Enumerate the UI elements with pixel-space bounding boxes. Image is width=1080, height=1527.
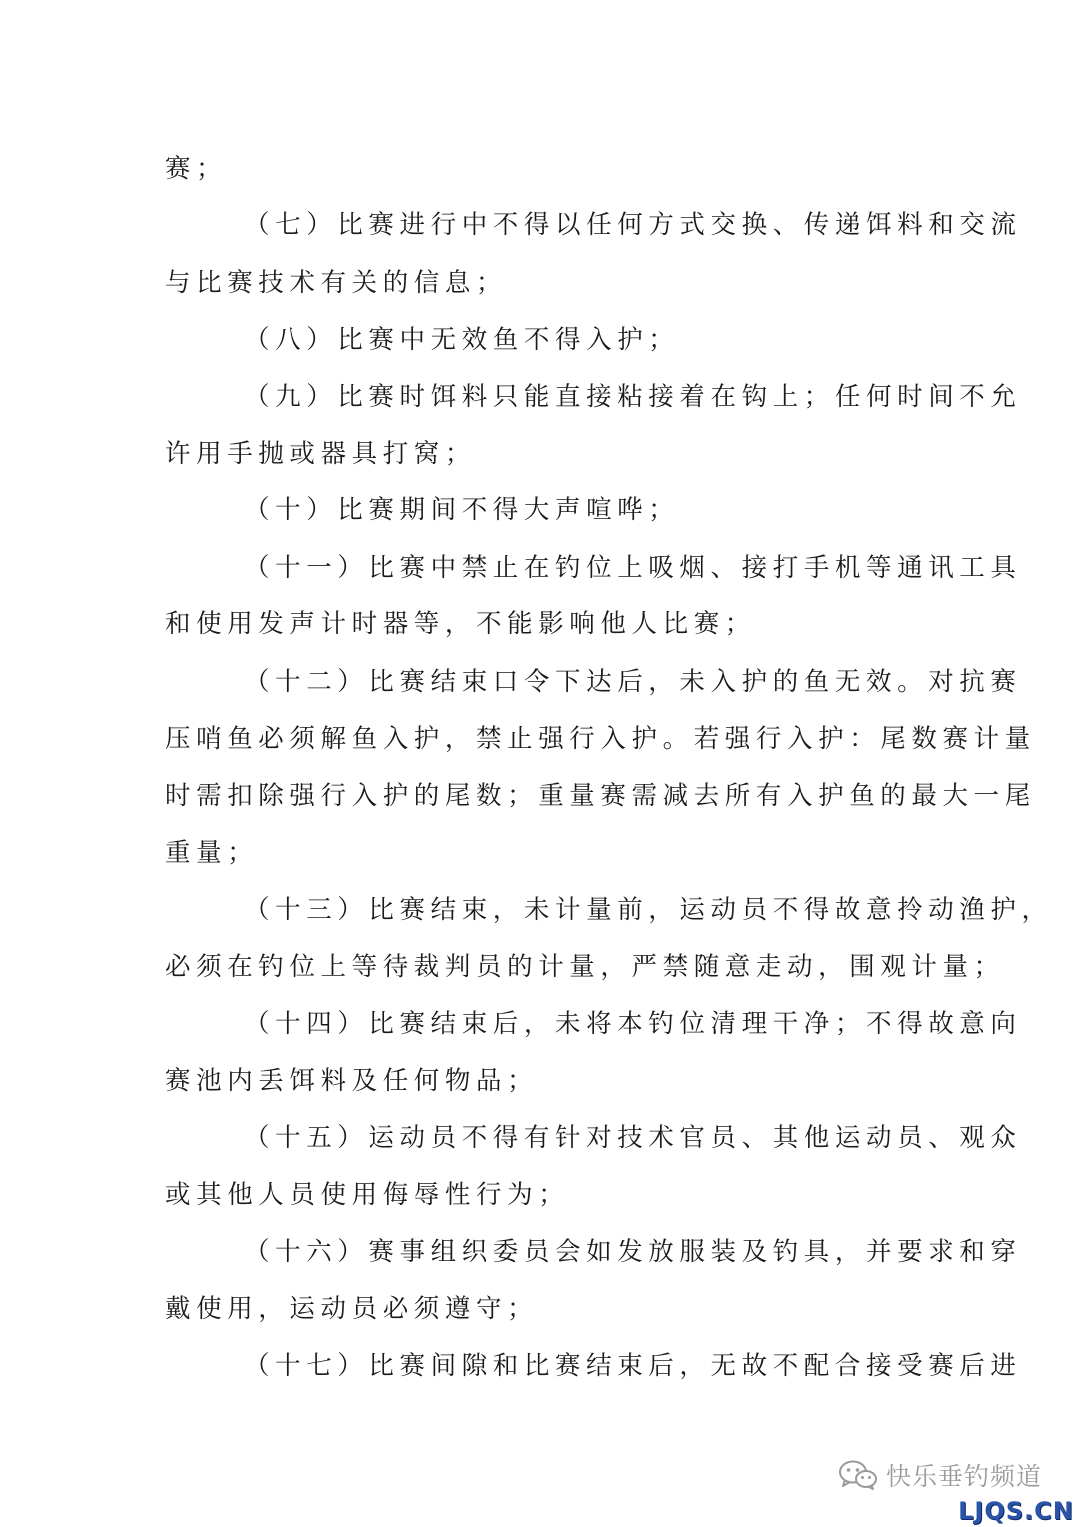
- text-line: （九）比赛时饵料只能直接粘接着在钩上；任何时间不允: [244, 382, 1022, 412]
- text-line: 赛；: [165, 154, 228, 184]
- text-line: （十）比赛期间不得大声喧哗；: [244, 495, 680, 525]
- text-line: （十六）赛事组织委员会如发放服装及钓具，并要求和穿: [244, 1237, 1022, 1267]
- text-line: （十二）比赛结束口令下达后，未入护的鱼无效。对抗赛: [244, 667, 1022, 697]
- text-line: （十一）比赛中禁止在钓位上吸烟、接打手机等通讯工具: [244, 553, 1022, 583]
- text-line: 时需扣除强行入护的尾数；重量赛需减去所有入护鱼的最大一尾: [165, 781, 1036, 811]
- site-logo-badge: LJQS.CN: [952, 1495, 1080, 1527]
- text-line: 与比赛技术有关的信息；: [165, 268, 508, 298]
- watermark-text: 快乐垂钓频道: [886, 1462, 1043, 1491]
- text-line: 重量；: [165, 838, 259, 868]
- text-line: 和使用发声计时器等，不能影响他人比赛；: [165, 609, 756, 639]
- text-line: 必须在钓位上等待裁判员的计量，严禁随意走动，围观计量；: [165, 952, 1005, 982]
- text-line: （十五）运动员不得有针对技术官员、其他运动员、观众: [244, 1123, 1022, 1153]
- text-line: （八）比赛中无效鱼不得入护；: [244, 325, 680, 355]
- text-line: 或其他人员使用侮辱性行为；: [165, 1180, 570, 1210]
- wechat-watermark: [838, 1455, 1042, 1495]
- text-line: （十七）比赛间隙和比赛结束后，无故不配合接受赛后进: [244, 1351, 1022, 1381]
- text-line: 压哨鱼必须解鱼入护，禁止强行入护。若强行入护：尾数赛计量: [165, 724, 1036, 754]
- text-line: （十四）比赛结束后，未将本钓位清理干净；不得故意向: [244, 1009, 1022, 1039]
- text-line: 赛池内丢饵料及任何物品；: [165, 1066, 539, 1096]
- wechat-icon: [838, 1459, 878, 1491]
- text-line: 戴使用，运动员必须遵守；: [165, 1294, 539, 1324]
- text-line: （七）比赛进行中不得以任何方式交换、传递饵料和交流: [244, 210, 1022, 240]
- text-line: 许用手抛或器具打窝；: [165, 439, 477, 469]
- text-line: （十三）比赛结束，未计量前，运动员不得故意拎动渔护，: [244, 895, 1053, 925]
